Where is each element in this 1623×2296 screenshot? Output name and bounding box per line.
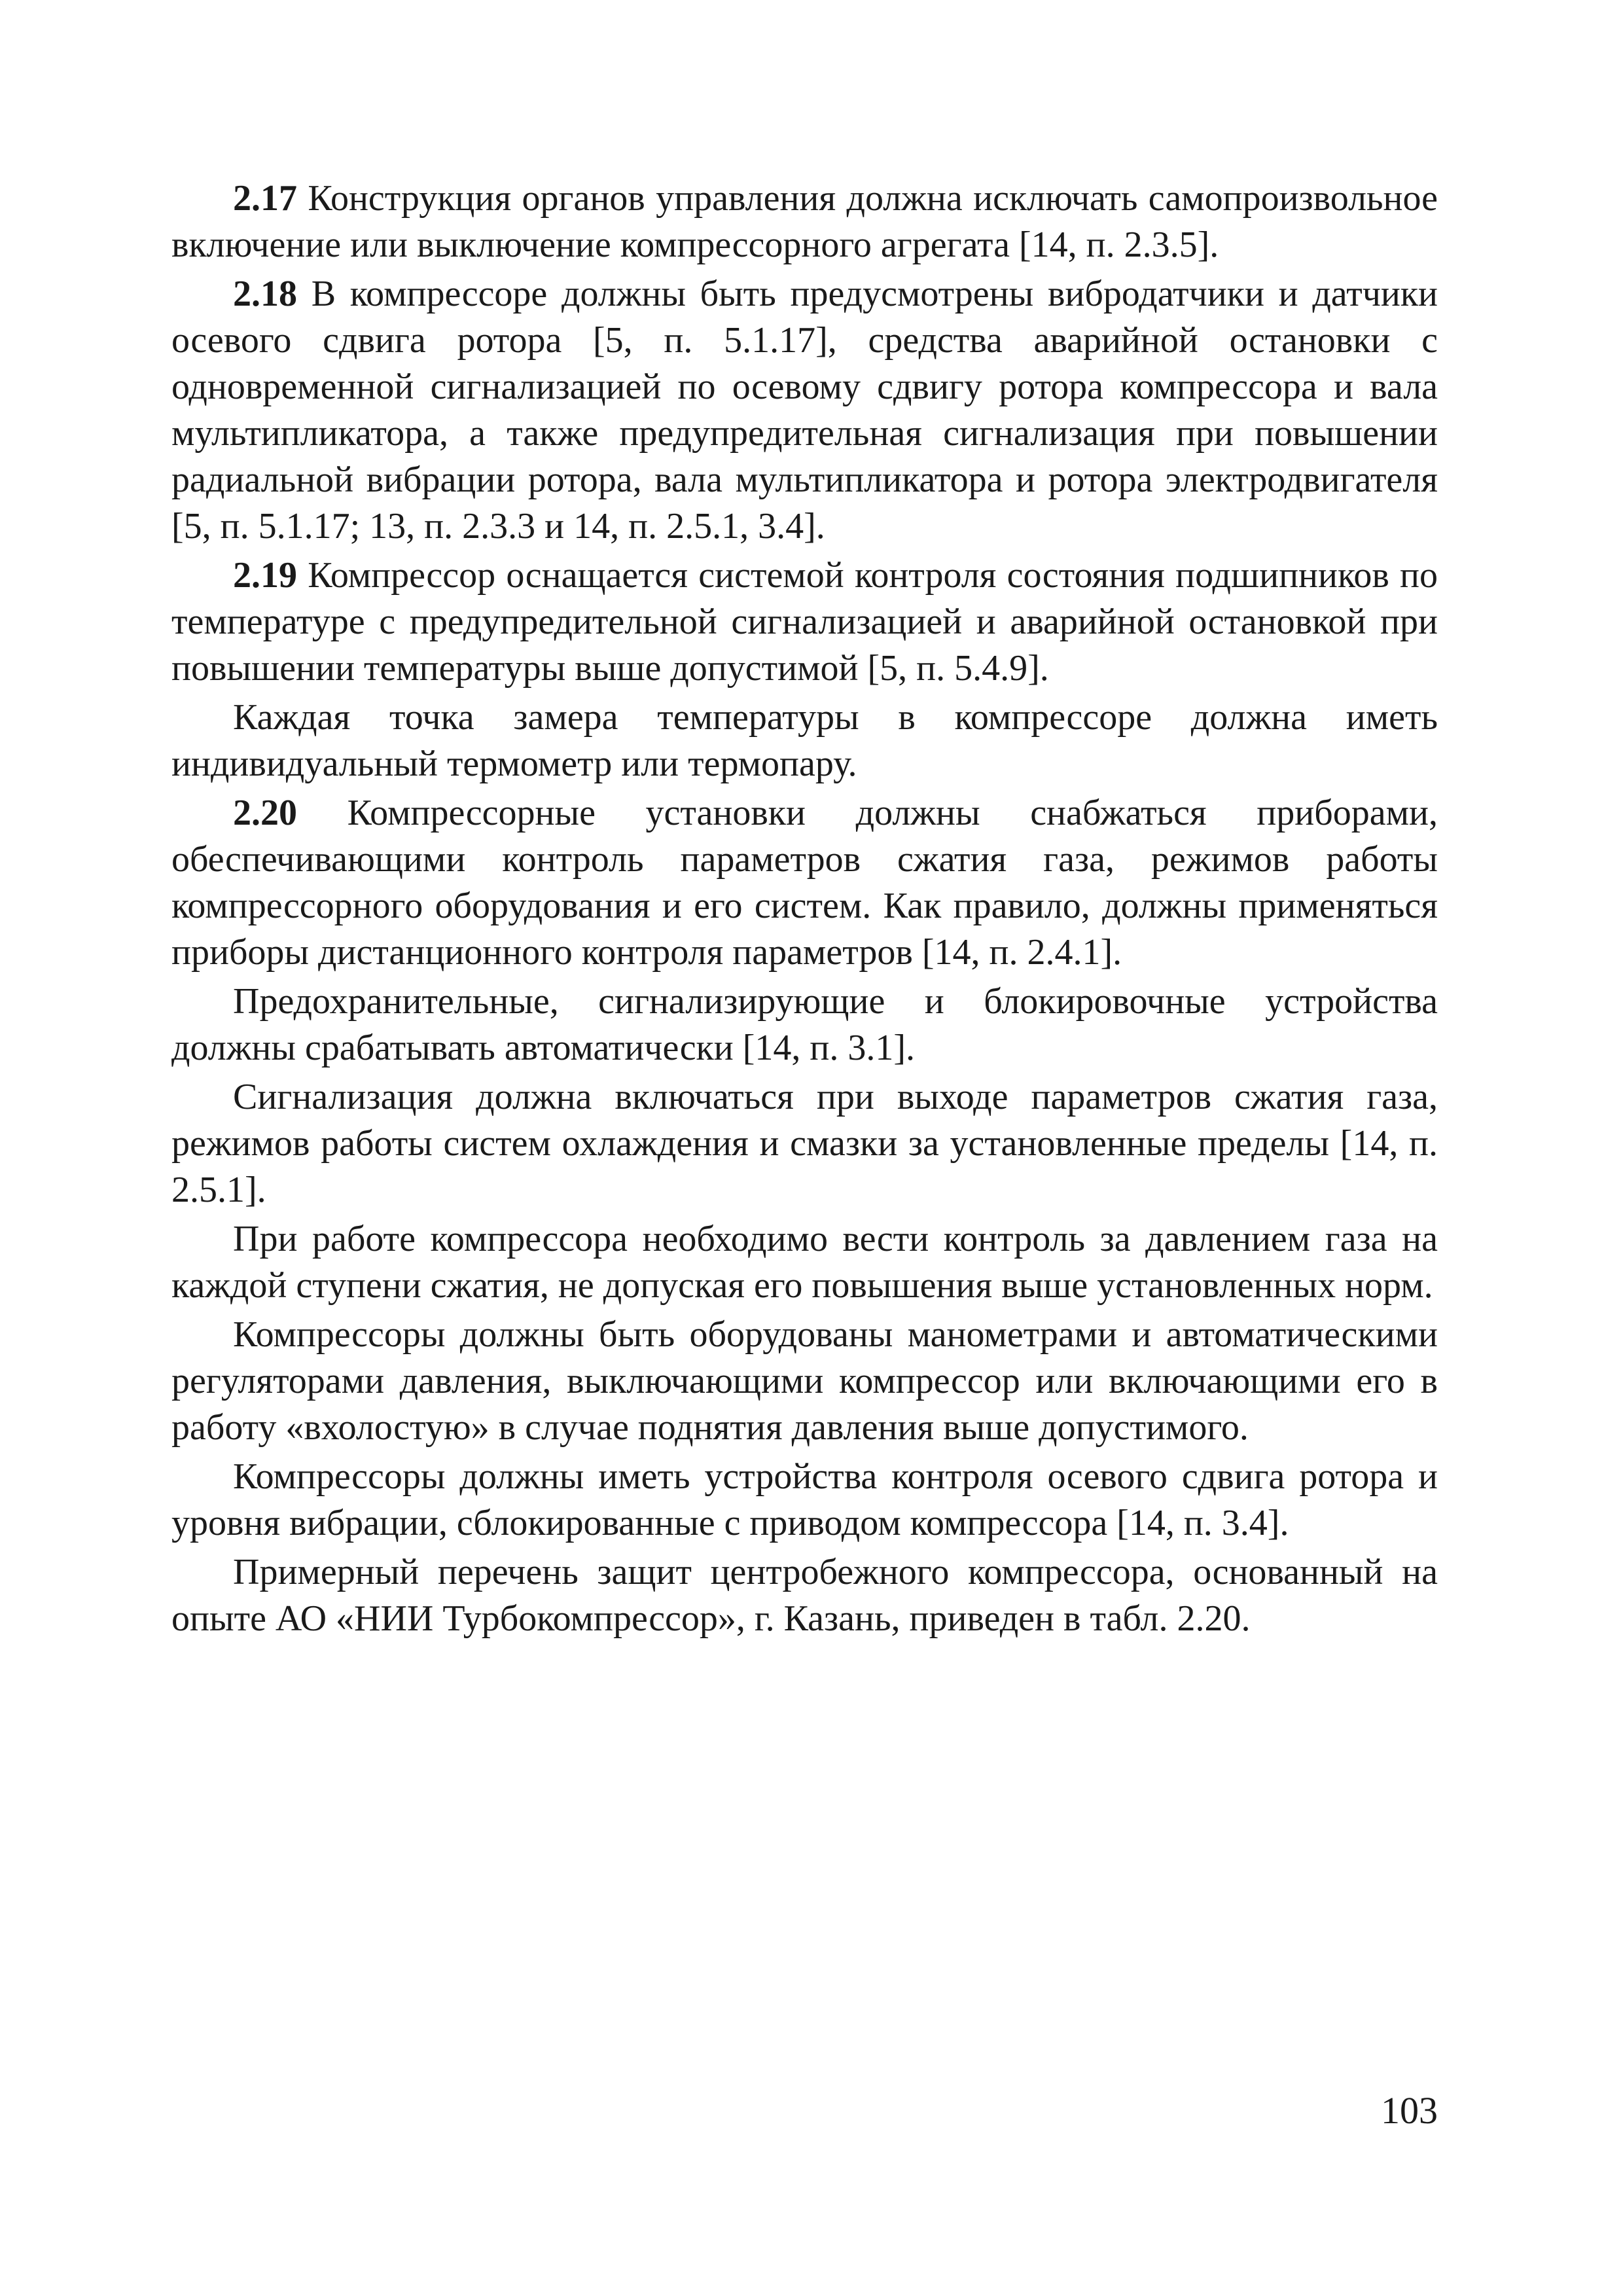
- paragraph-manometers: [171, 1312, 1438, 1451]
- paragraph-text: Компрессоры должны иметь устройства контроля осевого сдвига ротора и уровня вибрации, сблокированные с приводом компрессора [14, п. 3.4].: [171, 1456, 1438, 1543]
- paragraph-text: Каждая точка замера температуры в компрессоре должна иметь индивидуальный термометр или термопару.: [171, 697, 1438, 784]
- paragraph-text: Компрессоры должны быть оборудованы манометрами и автоматическими регуляторами давления, выключающими компрессор или включающими его в работу «вхолостую» в случае поднятия давления выше допустимого.: [171, 1314, 1438, 1448]
- paragraph-text: Компрессор оснащается системой контроля состояния подшипников по температуре с предупредительной сигнализацией и аварийной остановкой при повышении температуры выше допустимой [5, п. 5.4.9].: [171, 555, 1438, 689]
- paragraph-text: Конструкция органов управления должна исключать самопроизвольное включение или выключение компрессорного агрегата [14, п. 2.3.5].: [171, 178, 1438, 265]
- paragraph-protection-list: [171, 1549, 1438, 1642]
- paragraph-text: При работе компрессора необходимо вести контроль за давлением газа на каждой ступени сжатия, не допуская его повышения выше установленных норм.: [171, 1219, 1438, 1306]
- paragraph-2-17: [171, 175, 1438, 268]
- paragraph-number: 2.19: [233, 555, 297, 596]
- paragraph-axial-shift: [171, 1454, 1438, 1547]
- page-number: 103: [1381, 2089, 1438, 2132]
- paragraph-number: 2.18: [233, 274, 297, 314]
- paragraph-safety-devices: [171, 978, 1438, 1071]
- paragraph-text: Сигнализация должна включаться при выходе параметров сжатия газа, режимов работы систем охлаждения и смазки за установленные пределы [14, п. 2.5.1].: [171, 1077, 1438, 1210]
- body-text: [171, 175, 1438, 1645]
- paragraph-text: Примерный перечень защит центробежного компрессора, основанный на опыте АО «НИИ Турбокомпрессор», г. Казань, приведен в табл. 2.20.: [171, 1552, 1438, 1639]
- paragraph-number: 2.17: [233, 178, 297, 219]
- paragraph-pressure-control: [171, 1216, 1438, 1309]
- paragraph-2-19: [171, 552, 1438, 692]
- paragraph-2-20: [171, 790, 1438, 976]
- paragraph-text: Предохранительные, сигнализирующие и блокировочные устройства должны срабатывать автоматически [14, п. 3.1].: [171, 981, 1438, 1068]
- paragraph-text: Компрессорные установки должны снабжаться приборами, обеспечивающими контроль параметров сжатия газа, режимов работы компрессорного оборудования и его систем. Как правило, должны применяться приборы дистанционного контроля параметров [14, п. 2.4.1].: [171, 793, 1438, 973]
- paragraph-signaling: [171, 1074, 1438, 1213]
- paragraph-text: В компрессоре должны быть предусмотрены вибродатчики и датчики осевого сдвига ротора [5, п. 5.1.17], средства аварийной остановки с одновременной сигнализацией по осевому сдвигу ротора компрессора и вала мультипликатора, а также предупредительная сигнализация при повышении радиальной вибрации ротора, вала мультипликатора и ротора электродвигателя [5, п. 5.1.17; 13, п. 2.3.3 и 14, п. 2.5.1, 3.4].: [171, 274, 1438, 547]
- paragraph-number: 2.20: [233, 793, 297, 833]
- paragraph-temperature-point: [171, 694, 1438, 787]
- paragraph-2-18: [171, 271, 1438, 550]
